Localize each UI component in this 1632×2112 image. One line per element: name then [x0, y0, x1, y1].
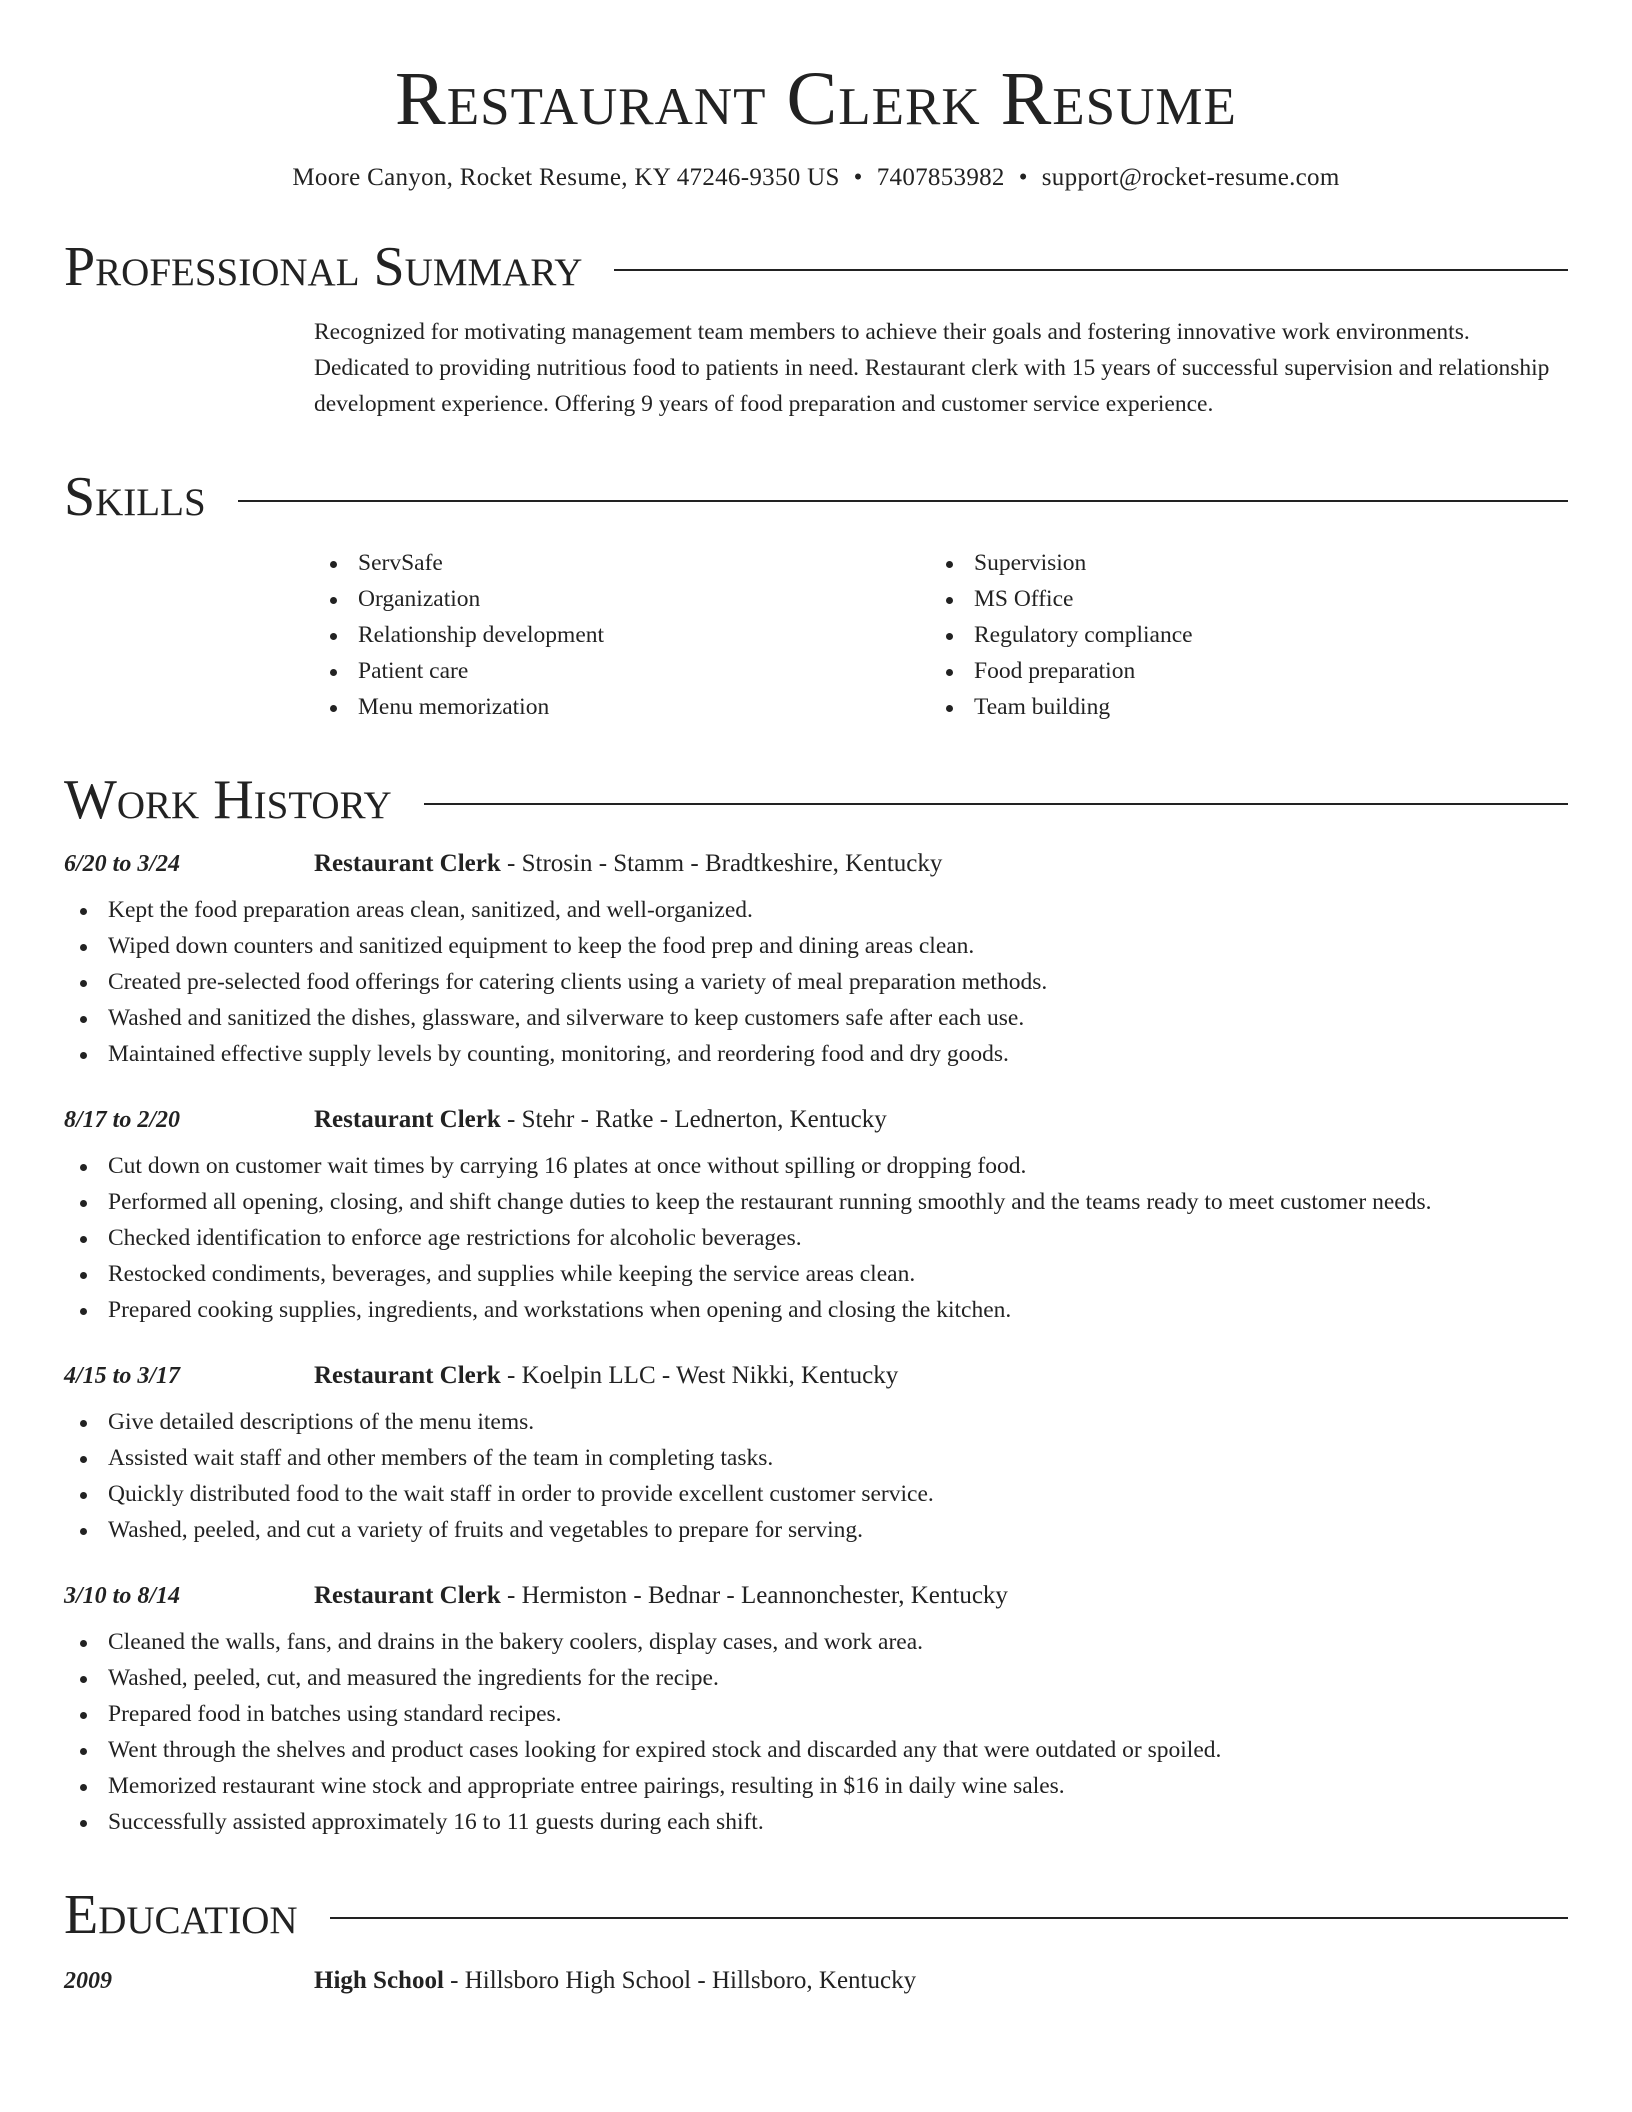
- job-header: [64, 1362, 1568, 1390]
- skills-list: [314, 545, 1568, 725]
- job-title: Restaurant Clerk: [314, 1361, 501, 1389]
- job-role-line: [314, 1106, 887, 1134]
- job-bullets: [64, 1404, 1568, 1548]
- skill-item: Organization: [314, 581, 930, 617]
- job-header: [64, 1106, 1568, 1134]
- contact-email: support@rocket-resume.com: [1041, 163, 1340, 191]
- contact-separator: •: [1018, 163, 1028, 191]
- job-dates: 4/15 to 3/17: [64, 1362, 181, 1389]
- job-employer: - Koelpin LLC - West Nikki, Kentucky: [500, 1361, 899, 1389]
- job-bullet: Assisted wait staff and other members of the team in completing tasks.: [64, 1440, 1568, 1476]
- job-bullet: Checked identification to enforce age restrictions for alcoholic beverages.: [64, 1220, 1568, 1256]
- job-bullet: Cleaned the walls, fans, and drains in the bakery coolers, display cases, and work area.: [64, 1624, 1568, 1660]
- job-role-line: [314, 1582, 1008, 1610]
- job-bullet: Maintained effective supply levels by counting, monitoring, and reordering food and dry goods.: [64, 1036, 1568, 1072]
- job-role-line: [314, 1362, 898, 1390]
- work-section-header: [64, 771, 1568, 830]
- contact-phone: 7407853982: [876, 163, 1005, 191]
- skill-item: Patient care: [314, 653, 930, 689]
- job-dates: 6/20 to 3/24: [64, 850, 181, 877]
- skill-item: Regulatory compliance: [930, 617, 1546, 653]
- skills-column-left: [314, 545, 930, 725]
- education-entry: [64, 1967, 1568, 1995]
- job-employer: - Strosin - Stamm - Bradtkeshire, Kentucky: [500, 849, 943, 877]
- job-bullets: [64, 1624, 1568, 1840]
- job-employer: - Hermiston - Bednar - Leannonchester, Kentucky: [500, 1581, 1008, 1609]
- job-bullet: Washed, peeled, cut, and measured the ingredients for the recipe.: [64, 1660, 1568, 1696]
- section-divider: [424, 803, 1568, 805]
- job-title: Restaurant Clerk: [314, 849, 501, 877]
- section-divider: [614, 269, 1568, 271]
- job-entry: [64, 1362, 1568, 1548]
- skill-item: ServSafe: [314, 545, 930, 581]
- section-divider: [238, 500, 1568, 502]
- education-school: - Hillsboro High School - Hillsboro, Kentucky: [443, 1966, 917, 1994]
- job-bullet: Cut down on customer wait times by carrying 16 plates at once without spilling or dropping food.: [64, 1148, 1568, 1184]
- contact-line: [64, 164, 1568, 192]
- contact-address: Moore Canyon, Rocket Resume, KY 47246-9350 US: [292, 163, 840, 191]
- skill-item: Menu memorization: [314, 689, 930, 725]
- job-dates: 8/17 to 2/20: [64, 1106, 181, 1133]
- skills-column-right: [930, 545, 1546, 725]
- education-degree: High School: [314, 1966, 444, 1994]
- job-bullet: Wiped down counters and sanitized equipment to keep the food prep and dining areas clean.: [64, 928, 1568, 964]
- skill-item: MS Office: [930, 581, 1546, 617]
- job-bullet: Performed all opening, closing, and shift change duties to keep the restaurant running smoothly and the teams ready to meet customer needs.: [64, 1184, 1568, 1220]
- skill-item: Supervision: [930, 545, 1546, 581]
- job-dates: 3/10 to 8/14: [64, 1582, 181, 1609]
- job-bullet: Washed, peeled, and cut a variety of fruits and vegetables to prepare for serving.: [64, 1512, 1568, 1548]
- resume-title: Restaurant Clerk Resume: [395, 57, 1237, 141]
- education-year: 2009: [64, 1967, 112, 1994]
- job-bullet: Restocked condiments, beverages, and supplies while keeping the service areas clean.: [64, 1256, 1568, 1292]
- job-title: Restaurant Clerk: [314, 1105, 501, 1133]
- education-section-header: [64, 1883, 1568, 1946]
- skills-heading: Skills: [64, 466, 206, 529]
- job-bullet: Created pre-selected food offerings for catering clients using a variety of meal preparation methods.: [64, 964, 1568, 1000]
- skill-item: Team building: [930, 689, 1546, 725]
- job-bullet: Washed and sanitized the dishes, glassware, and silverware to keep customers safe after each use.: [64, 1000, 1568, 1036]
- job-bullet: Prepared cooking supplies, ingredients, and workstations when opening and closing the kitchen.: [64, 1292, 1568, 1328]
- skill-item: Food preparation: [930, 653, 1546, 689]
- job-bullet: Give detailed descriptions of the menu items.: [64, 1404, 1568, 1440]
- contact-separator: •: [853, 163, 863, 191]
- education-line: [314, 1967, 916, 1995]
- job-entry: [64, 850, 1568, 1072]
- job-bullet: Went through the shelves and product cases looking for expired stock and discarded any that were outdated or spoiled.: [64, 1732, 1568, 1768]
- job-entry: [64, 1582, 1568, 1840]
- job-entry: [64, 1106, 1568, 1328]
- job-bullet: Quickly distributed food to the wait staff in order to provide excellent customer service.: [64, 1476, 1568, 1512]
- job-header: [64, 850, 1568, 878]
- job-role-line: [314, 850, 942, 878]
- job-title: Restaurant Clerk: [314, 1581, 501, 1609]
- summary-heading: Professional Summary: [64, 235, 583, 298]
- job-bullet: Prepared food in batches using standard recipes.: [64, 1696, 1568, 1732]
- job-bullets: [64, 1148, 1568, 1328]
- education-heading: Education: [64, 1883, 298, 1946]
- job-bullet: Memorized restaurant wine stock and appropriate entree pairings, resulting in $16 in daily wine sales.: [64, 1768, 1568, 1804]
- work-heading: Work History: [64, 769, 392, 832]
- summary-text: Recognized for motivating management team members to achieve their goals and fostering innovative work environments. Dedicated to providing nutritious food to patients in need. Restaurant clerk with 15 years of successful supervision and relationship development experience. Offering 9 years of food preparation and customer service experience.: [314, 319, 1550, 418]
- job-bullets: [64, 892, 1568, 1072]
- skill-item: Relationship development: [314, 617, 930, 653]
- skills-section-header: [64, 468, 1568, 527]
- job-bullet: Successfully assisted approximately 16 to 11 guests during each shift.: [64, 1804, 1568, 1840]
- job-header: [64, 1582, 1568, 1610]
- job-employer: - Stehr - Ratke - Lednerton, Kentucky: [500, 1105, 887, 1133]
- job-bullet: Kept the food preparation areas clean, sanitized, and well-organized.: [64, 892, 1568, 928]
- summary-section-header: [64, 235, 1568, 298]
- section-divider: [330, 1917, 1568, 1919]
